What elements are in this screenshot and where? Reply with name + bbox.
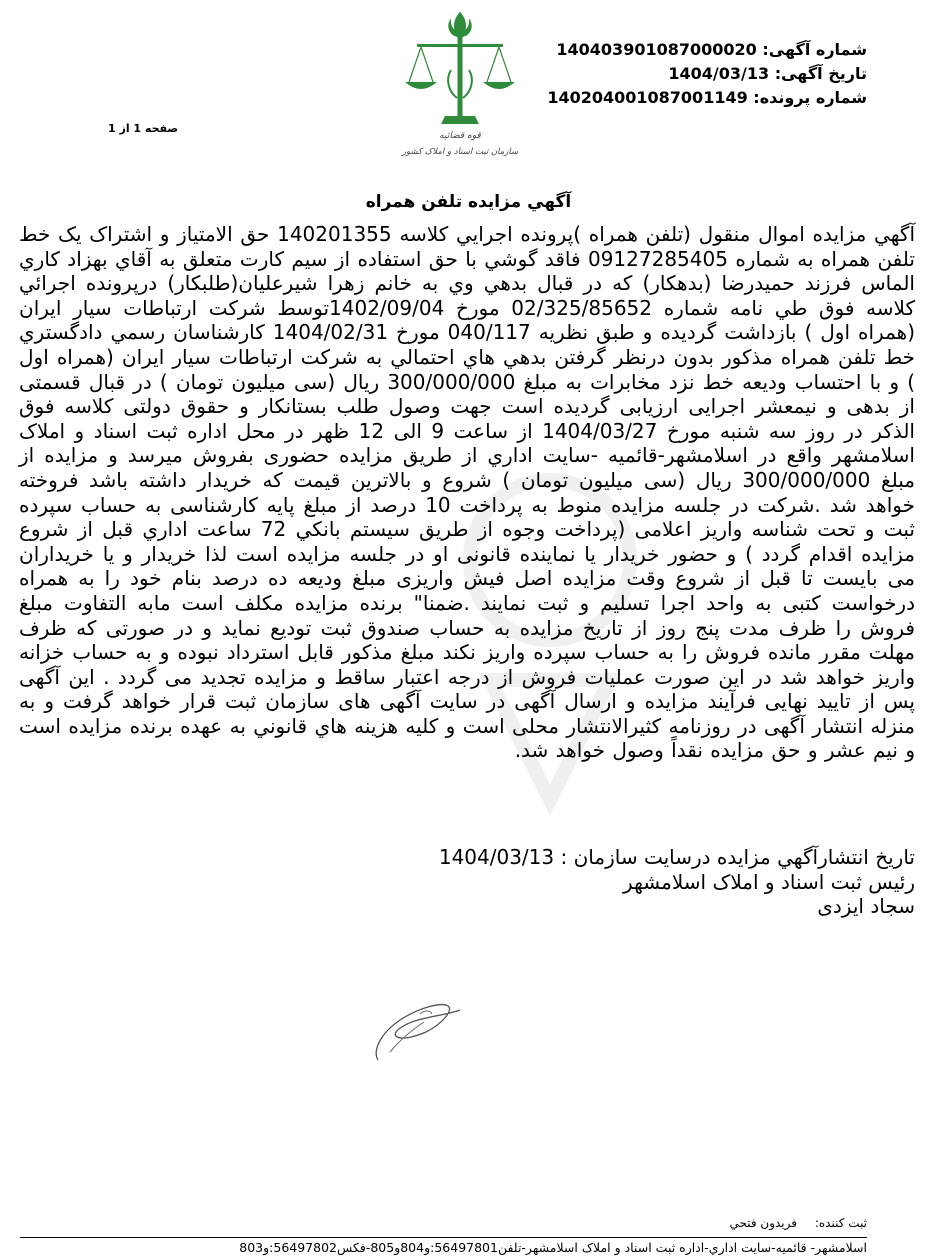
footer-divider [20,1237,867,1238]
ad-date-row [547,62,867,86]
ad-number-row [547,38,867,62]
signer-name: سجاد ايزدی [817,894,915,919]
file-number: 140204001087001149 [547,88,748,107]
office-address: اسلامشهر- قائميه-سايت اداري-اداره ثبت اسناد و املاک اسلامشهر-تلفن56497801:و804و805-فكس56497802:و803 [239,1240,867,1255]
registrar-label: ثبت کننده: [814,1216,867,1230]
ad-number: 140403901087000020 [556,40,757,59]
file-number-row [547,86,867,110]
signer-title: رئيس ثبت اسناد و املاک اسلامشهر [623,869,915,894]
auction-body-text: آگهي مزايده اموال منقول (تلفن همراه )پرونده اجرايي كلاسه 140201355 حق الامتياز و اشتراک یک خط تلفن همراه به شماره 09127285405 فاقد گوشي با حق استفاده از سيم كارت متعلق به آقاي بهزاد كاري الماس فرزند حميدرضا (بدهكار) که در قبال بدهي وي به خانم زهرا شيرعليان(طلبكار) درپرونده اجرائي كلاسه فوق طي نامه شماره 02/325/85652 مورخ 1402/09/04توسط شرکت ارتباطات سيار ايران (همراه اول ) بازداشت گرديده و طبق نظريه 040/117 مورخ 1404/02/31 كارشناسان رسمي دادگستري خط تلفن همراه مذكور بدون درنظر گرفتن بدهي هاي احتمالي به شرکت ارتباطات سيار ايران (همراه اول ) و با احتساب وديعه خط نزد مخابرات به مبلغ 300/000/000 ريال (سی میلیون تومان ) در قبال قسمتی از بدهی و نیمعشر اجرایی ارزیابی گردیده است جهت وصول طلب بستانکار و حقوق دولتی کلاسه فوق الذکر در روز سه شنبه مورخ 1404/03/27 از ساعت 9 الی 12 ظهر در محل اداره ثبت اسناد و املاک اسلامشهر واقع در اسلامشهر-قائميه -سايت اداري از طريق مزایده حضوری بفروش میرسد و مزايده از مبلغ 300/000/000 ريال (سی میلیون تومان ) شروع و بالاترين قيمت كه خريدار داشته باشد فروخته خواهد شد .شرکت در جلسه مزایده منوط به پرداخت 10 درصد از مبلغ پایه کارشناسی به حساب سپرده ثبت و تحت شناسه واریز اعلامی (پرداخت وجوه از طريق سيستم بانكي 72 ساعت اداري قبل از شروع مزايده اقدام گردد ) و حضور خریدار یا نماینده قانونی او در جلسه مزایده است لذا خریدار و یا خریداران می بایست تا قبل از شروع وقت مزایده اصل فیش واریزی مبلغ ودیعه ده درصد بنام خود را به همراه درخواست کتبی به واحد اجرا تسلیم و ثبت نمایند .ضمنا" برنده مزايده مكلف است مابه التفاوت مبلغ فروش را ظرف مدت پنج روز از تاريخ مزايده به حساب صندوق ثبت توديع نمايد و در صورتی که ظرف مهلت مقرر مانده فروش را به حساب سپرده واریز نکند مبلغ مذکور قابل استرداد نبوده و به حساب خزانه واریز خواهد شد در این صورت عملیات فروش از درجه اعتبار ساقط و مزایده تجدید می گردد . این آگهی پس از تایید نهایی فرآیند مزایده و ارسال آگهی در سایت آگهی های سازمان ثبت قرار خواهد گرفت و به منزله انتشار آگهی در روزنامه کثیرالانتشار محلی است و کلیه هزینه هاي قانوني به عهده برنده مزايده است و نيم عشر و حق مزايده نقداً وصول خواهد شد. [19,222,916,763]
closing-lines [19,845,915,919]
ad-date-label: تاریخ آگهی: [774,64,867,83]
ad-date: 1404/03/13 [668,64,770,83]
scales-of-justice-icon [395,10,525,160]
publish-date-line: تاريخ انتشارآگهي مزايده درسايت سازمان : 1404/03/13 [438,845,915,869]
emblem-caption-2: سازمان ثبت اسناد و املاک کشور [401,147,519,157]
document-title: آگهي مزايده تلفن همراه [365,192,572,212]
emblem-caption-1: قوه قضائیه [439,131,481,141]
ad-number-label: شماره آگهی: [762,40,867,59]
judiciary-emblem [395,10,525,160]
header-meta [547,38,867,110]
page-number: صفحه 1 از 1 [108,122,179,135]
registrar [715,1216,867,1230]
handwritten-signature [360,980,480,1070]
file-number-label: شماره پرونده: [753,88,867,107]
registrar-name: فريدون فتحي [729,1216,798,1230]
